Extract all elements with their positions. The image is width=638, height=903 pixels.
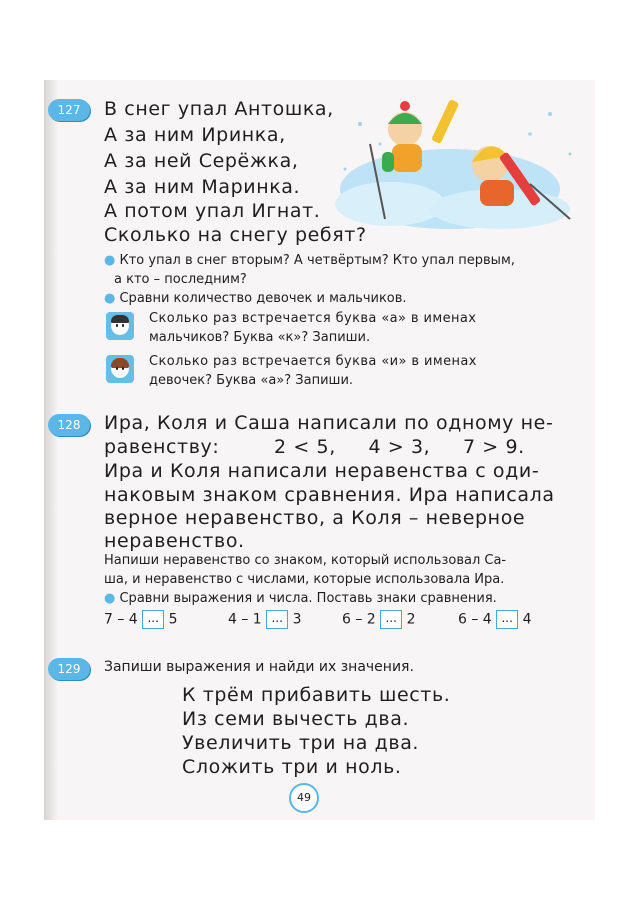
answer-box[interactable]: ... <box>142 610 164 629</box>
expression-line: Из семи вычесть два. <box>182 708 410 730</box>
bullet-icon: ● <box>104 291 120 306</box>
comparison-item: 7 – 4 ... 5 <box>104 611 178 628</box>
snow-illustration <box>330 94 585 234</box>
task-number-badge: 129 <box>48 658 90 680</box>
girl-icon <box>106 355 134 383</box>
answer-box[interactable]: ... <box>496 610 518 629</box>
expression-line: Сложить три и ноль. <box>182 756 402 778</box>
task-text-line: верное неравенство, а Коля – неверное <box>104 507 526 529</box>
question-line: ● Кто упал в снег вторым? А четвёртым? Кто упал первым, <box>104 253 515 268</box>
bullet-icon: ● <box>104 591 120 606</box>
inequality: 7 > 9. <box>462 436 525 458</box>
answer-box[interactable]: ... <box>380 610 402 629</box>
task-text-line: Ира и Коля написали неравенства с оди- <box>104 460 540 482</box>
expression-line: К трём прибавить шесть. <box>182 684 451 706</box>
girl-task-line: Сколько раз встречается буква «и» в именах <box>149 354 477 369</box>
poem-line: А за ним Иринка, <box>104 124 286 146</box>
instruction-line: ● Сравни выражения и числа. Поставь знаки сравнения. <box>104 591 497 606</box>
bullet-icon: ● <box>104 253 120 268</box>
poem-line: А за ней Серёжка, <box>104 150 299 172</box>
answer-box[interactable]: ... <box>266 610 288 629</box>
instruction-line: ша, и неравенство с числами, которые использовала Ира. <box>104 572 505 587</box>
expression-line: Увеличить три на два. <box>182 732 420 754</box>
poem-line: Сколько на снегу ребят? <box>104 224 367 246</box>
comparison-item: 6 – 4 ... 4 <box>458 611 532 628</box>
task-text-line: Ира, Коля и Саша написали по одному не- <box>104 412 554 434</box>
instruction-line: Напиши неравенство со знаком, который использовал Са- <box>104 553 507 568</box>
task-text-line: наковым знаком сравнения. Ира написала <box>104 484 555 506</box>
question-line: а кто – последним? <box>114 272 247 287</box>
poem-line: А потом упал Игнат. <box>104 200 321 222</box>
question-line: ● Сравни количество девочек и мальчиков. <box>104 291 407 306</box>
page-gutter <box>44 80 58 820</box>
instruction-line: Запиши выражения и найди их значения. <box>104 659 414 675</box>
comparison-item: 4 – 1 ... 3 <box>228 611 302 628</box>
inequality: 4 > 3, <box>368 436 431 458</box>
page-number: 49 <box>289 783 319 813</box>
boy-task-line: мальчиков? Буква «к»? Запиши. <box>149 330 371 345</box>
comparison-item: 6 – 2 ... 2 <box>342 611 416 628</box>
task-text-line: равенству: 2 < 5, 4 > 3, 7 > 9. <box>104 436 525 458</box>
poem-line: А за ним Маринка. <box>104 176 301 198</box>
poem-line: В снег упал Антошка, <box>104 98 334 120</box>
task-number-badge: 127 <box>48 99 90 121</box>
girl-task-line: девочек? Буква «а»? Запиши. <box>149 373 354 388</box>
task-number-badge: 128 <box>48 414 90 436</box>
task-text-line: неравенство. <box>104 530 245 552</box>
boy-task-line: Сколько раз встречается буква «а» в именах <box>149 311 477 326</box>
boy-icon <box>106 312 134 340</box>
inequality: 2 < 5, <box>274 436 336 458</box>
